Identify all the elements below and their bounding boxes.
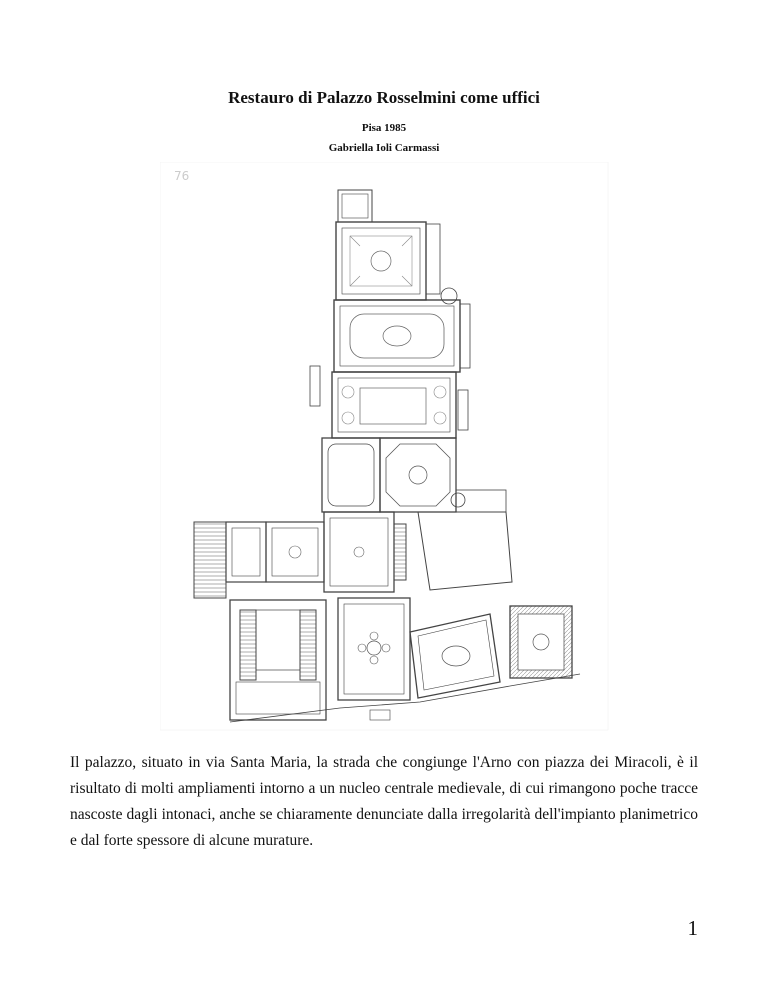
floor-plan-drawing bbox=[160, 162, 610, 732]
svg-text:76: 76 bbox=[174, 169, 190, 183]
body-paragraph: Il palazzo, situato in via Santa Maria, la strada che congiunge l'Arno con piazza dei Miracoli, è il risultato di molti ampliamenti intorno a un nucleo centrale medievale, di cui rimangono poche tracce nascoste dagli intonaci, anche se chiaramente denunciate dalla irregolarità dell'impianto planimetrico e dal forte spessore di alcune murature. bbox=[70, 754, 698, 849]
page-number: 1 bbox=[687, 916, 698, 940]
author-name: Gabriella Ioli Carmassi bbox=[328, 142, 440, 154]
place-year: Pisa 1985 bbox=[361, 122, 407, 134]
document-title: Restauro di Palazzo Rosselmini come uffici bbox=[228, 88, 540, 107]
